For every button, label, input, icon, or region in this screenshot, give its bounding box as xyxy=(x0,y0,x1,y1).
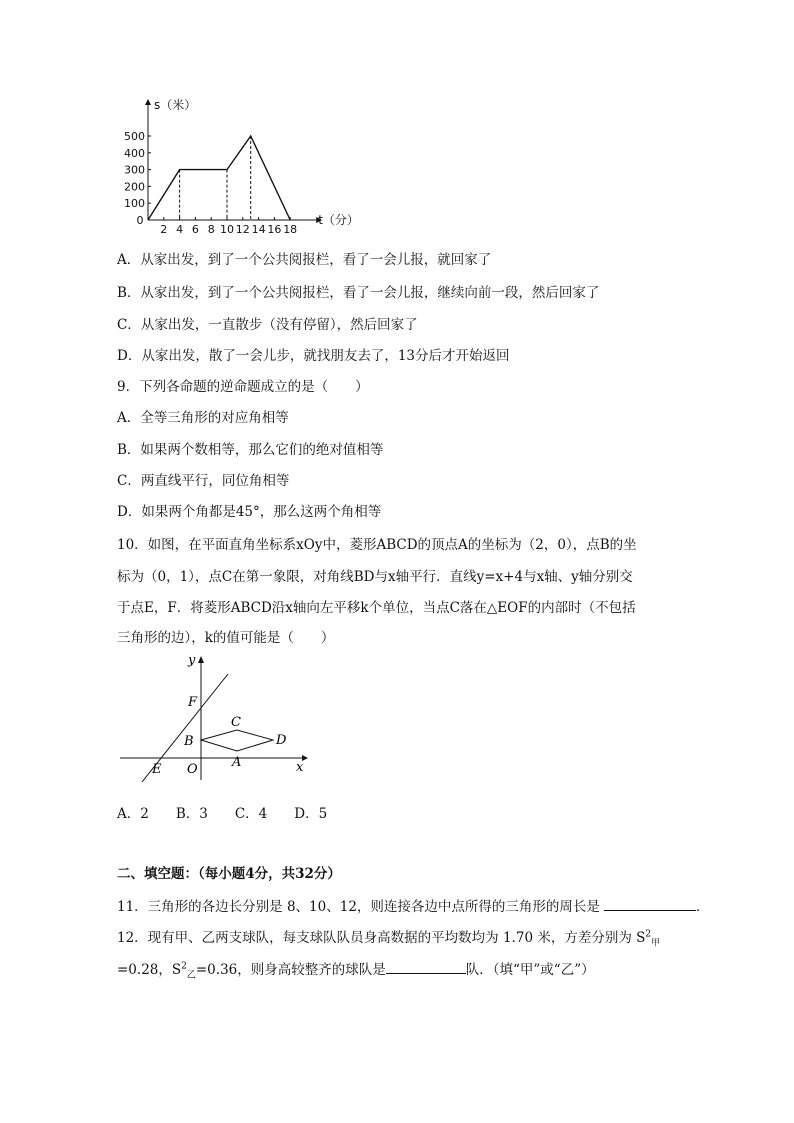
label-x: x xyxy=(296,760,304,775)
label-c: C xyxy=(231,715,241,730)
chart-x-tick-label: 14 xyxy=(251,223,266,236)
q12-text-1: 12．现有甲、乙两支球队，每支球队队员身高数据的平均数均为 1.70 米，方差分别为 S xyxy=(117,930,646,946)
q12-sub-yi: 乙 xyxy=(186,970,196,981)
chart-x-tick-label: 10 xyxy=(220,223,234,236)
chart-y-tick-label: 300 xyxy=(124,163,145,177)
distance-time-chart xyxy=(110,98,359,238)
q11-answer-blank[interactable] xyxy=(604,897,696,911)
y-axis-arrow xyxy=(198,656,204,663)
chart-y-tick-label: 400 xyxy=(124,146,145,160)
chart-y-tick-label: 200 xyxy=(124,180,145,194)
q9-stem: 9．下列各命题的逆命题成立的是（ ） xyxy=(117,379,369,395)
q12-sup-1: 2 xyxy=(645,929,652,940)
rhombus-abcd xyxy=(201,730,273,751)
q12-line-1 xyxy=(117,926,660,949)
q12-answer-blank[interactable] xyxy=(386,960,466,974)
label-b: B xyxy=(184,734,194,749)
q12-text-2a: =0.28，S xyxy=(117,962,182,978)
chart-x-tick-label: 12 xyxy=(235,223,250,236)
chart-y-tick-label: 500 xyxy=(124,130,145,143)
chart-x-tick-label: 4 xyxy=(176,223,184,236)
label-y: y xyxy=(188,653,196,668)
q12-line-2 xyxy=(117,958,595,981)
q8-option-c: C．从家出发，一直散步（没有停留），然后回家了 xyxy=(117,317,418,333)
chart-x-tick-label: 18 xyxy=(283,223,298,236)
chart-origin-label: 0 xyxy=(136,214,144,227)
q10-line-3: 于点E，F．将菱形ABCD沿x轴向左平移k个单位，当点C落在△EOF的内部时（不包括 xyxy=(117,600,636,616)
q12-sup-2: 2 xyxy=(181,961,187,972)
chart-x-tick-label: 2 xyxy=(160,223,168,236)
label-d: D xyxy=(276,733,287,748)
q12-sub-jia: 甲 xyxy=(651,938,661,949)
label-o: O xyxy=(187,762,198,777)
chart-x-tick-label: 16 xyxy=(267,223,282,236)
label-f: F xyxy=(188,695,198,710)
label-a: A xyxy=(232,755,242,770)
q10-line-2: 标为（0，1），点C在第一象限，对角线BD与x轴平行．直线y=x+4与x轴、y轴分别交 xyxy=(117,569,633,585)
q9-option-d: D．如果两个角都是45°，那么这两个角相等 xyxy=(117,504,382,520)
chart-series-line xyxy=(148,136,290,220)
chart-y-axis-arrow xyxy=(145,99,151,105)
chart-x-tick-label: 6 xyxy=(191,223,199,236)
rhombus-figure xyxy=(118,652,318,787)
q9-option-a: A．全等三角形的对应角相等 xyxy=(117,410,289,426)
chart-y-axis-label: s（米） xyxy=(154,98,197,112)
q9-option-b: B．如果两个数相等，那么它们的绝对值相等 xyxy=(117,442,384,458)
q11-end: ． xyxy=(695,899,710,915)
q11-text: 11．三角形的各边长分别是 8、10、12，则连接各边中点所得的三角形的周长是 xyxy=(117,899,600,915)
chart-x-axis-label: t（分） xyxy=(318,213,359,227)
chart-y-tick-label: 100 xyxy=(124,197,145,211)
chart-x-tick-label: 8 xyxy=(207,223,215,236)
q8-option-b: B．从家出发，到了一个公共阅报栏，看了一会儿报，继续向前一段，然后回家了 xyxy=(117,285,600,301)
label-e: E xyxy=(152,762,162,777)
q12-text-2b: =0.36，则身高较整齐的球队是 xyxy=(195,962,386,978)
q10-line-4: 三角形的边），k的值可能是（ ） xyxy=(117,630,335,646)
q10-options: A．2 B．3 C．4 D．5 xyxy=(117,806,328,822)
section-2-title: 二、填空题：（每小题4分，共32分） xyxy=(117,866,341,882)
q8-option-a: A．从家出发，到了一个公共阅报栏，看了一会儿报，就回家了 xyxy=(117,252,492,268)
q10-line-1: 10．如图，在平面直角坐标系xOy中，菱形ABCD的顶点A的坐标为（2，0），点B的坐 xyxy=(117,537,637,553)
q9-option-c: C．两直线平行，同位角相等 xyxy=(117,473,290,489)
q8-option-d: D．从家出发，散了一会儿步，就找朋友去了，13分后才开始返回 xyxy=(117,348,510,364)
q11 xyxy=(117,895,709,915)
q12-text-2c: 队．（填“甲”或“乙”） xyxy=(465,962,595,978)
